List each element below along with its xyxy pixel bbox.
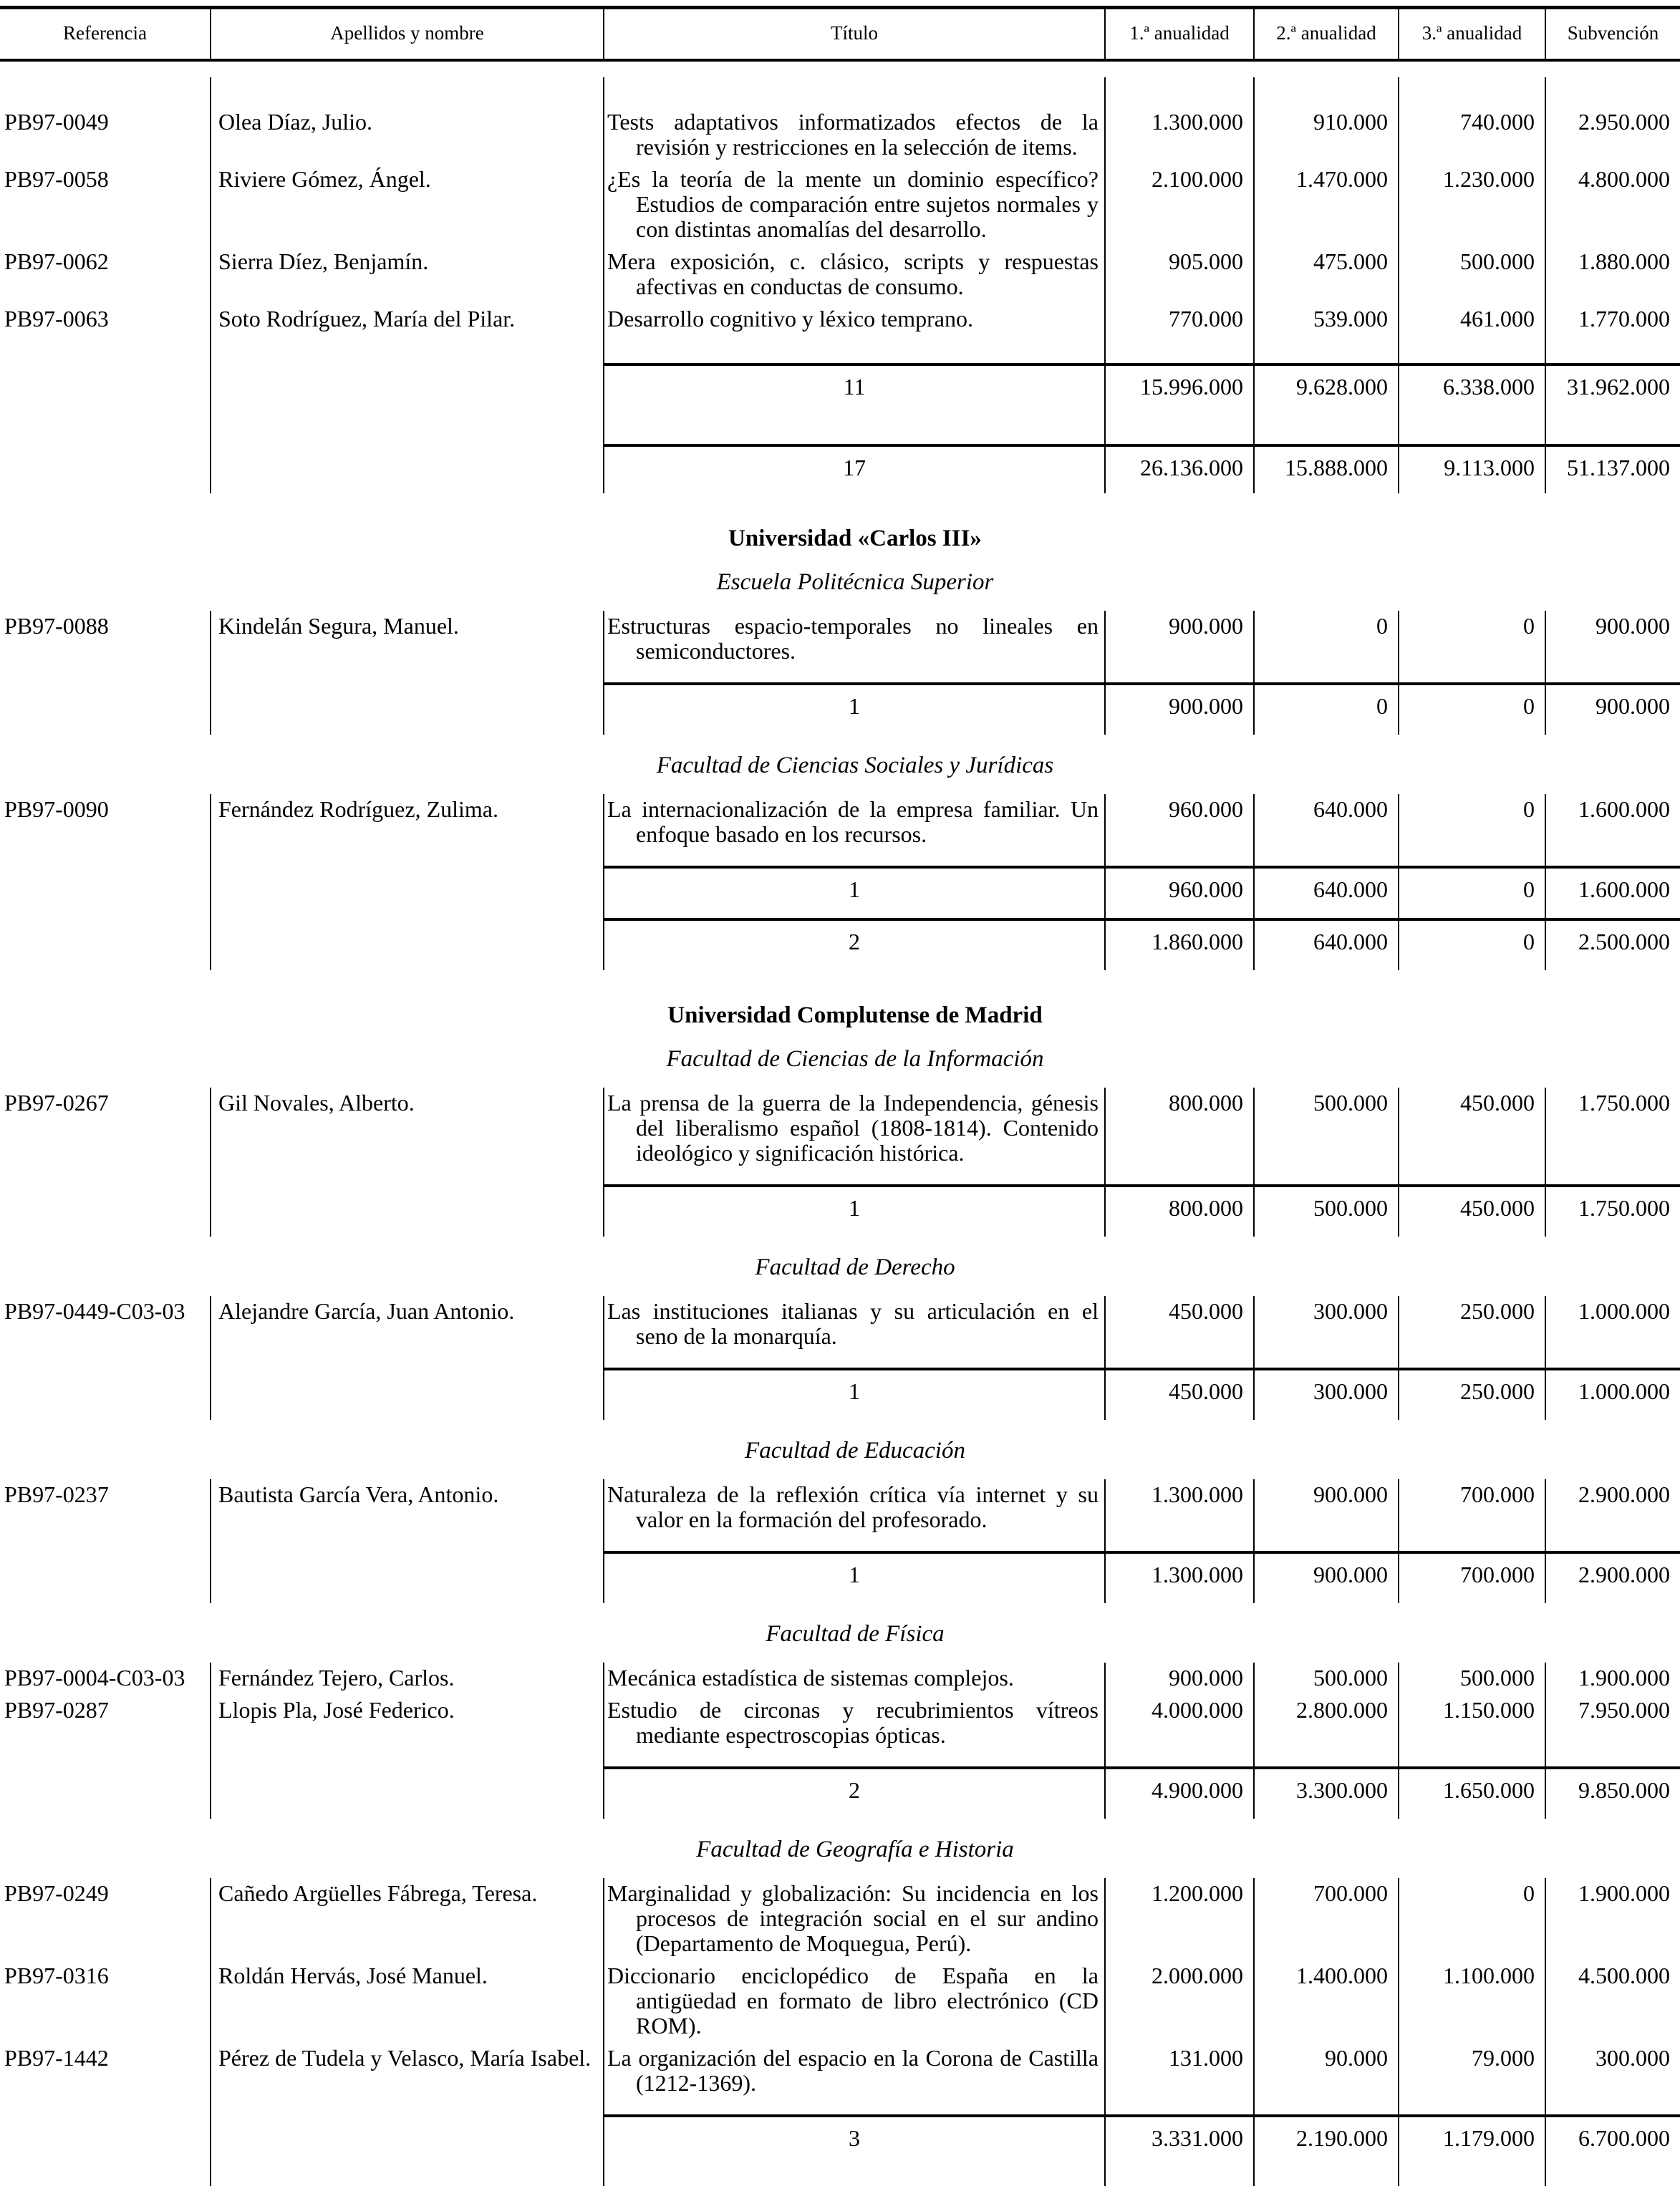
subtotal-cell-apellidos-empty (211, 444, 604, 493)
cell-referencia: PB97-1442 (0, 2046, 211, 2114)
subtotal-anualidad-1: 26.136.000 (1106, 444, 1255, 493)
section-heading: Facultad de Ciencias Sociales y Jurídicas (656, 753, 1054, 778)
cell-subvencion: 1.600.000 (1578, 796, 1670, 822)
cell-titulo: La organización del espacio en la Corona de Castilla (1212-1369). (604, 2046, 1106, 2114)
cell-titulo: Marginalidad y globalización: Su incidencia en los procesos de integración social en el sur andino (Departamento de Moquegua, Perú). (604, 1878, 1106, 1963)
subtotal-cell-referencia-empty (0, 363, 211, 444)
subtotal-anualidad-2: 300.000 (1255, 1368, 1399, 1420)
cell-anualidad-2: 2.800.000 (1255, 1698, 1399, 1766)
cell-subvencion: 1.770.000 (1578, 306, 1670, 332)
cell-apellidos-nombre: Fernández Rodríguez, Zulima. (211, 794, 604, 866)
cell-subvencion: 4.800.000 (1578, 166, 1670, 192)
subtotal-anualidad-1: 960.000 (1106, 866, 1255, 918)
cell-anualidad-3: 1.100.000 (1399, 1963, 1546, 2046)
subtotal-anualidad-2: 9.628.000 (1255, 363, 1399, 444)
cell-titulo: La prensa de la guerra de la Independencia, génesis del liberalismo español (1808-1814). Contenido ideológico y significación histórica. (604, 1088, 1106, 1184)
cell-titulo: Estudio de circonas y recubrimientos vítreos mediante espectroscopias ópticas. (604, 1698, 1106, 1766)
cell-anualidad-3: 500.000 (1399, 249, 1546, 306)
subtotal-project-count: 2 (604, 918, 1106, 970)
column-header-anualidad-2: 2.ª anualidad (1255, 9, 1399, 59)
subtotal-cell-apellidos-empty (211, 363, 604, 444)
cell-apellidos-nombre: Kindelán Segura, Manuel. (211, 611, 604, 682)
subtotal-subvencion: 1.000.000 (1546, 1368, 1680, 1420)
table-block (0, 1088, 1680, 1237)
subtotal-subvencion: 1.600.000 (1546, 866, 1680, 918)
cell-anualidad-1: 900.000 (1106, 1663, 1255, 1698)
cell-anualidad-2: 475.000 (1255, 249, 1399, 306)
cell-anualidad-1: 450.000 (1106, 1296, 1255, 1368)
cell-referencia: PB97-0049 (0, 77, 211, 167)
cell-titulo: Las instituciones italianas y su articulación en el seno de la monarquía. (604, 1296, 1106, 1368)
cell-titulo: Desarrollo cognitivo y léxico temprano. (604, 306, 1106, 363)
subtotal-subvencion: 1.750.000 (1546, 1184, 1680, 1237)
cell-anualidad-2: 640.000 (1255, 794, 1399, 866)
cell-anualidad-1: 4.000.000 (1106, 1698, 1255, 1766)
cell-anualidad-3: 79.000 (1399, 2046, 1546, 2114)
cell-referencia: PB97-0237 (0, 1479, 211, 1551)
section-heading: Facultad de Ciencias de la Información (666, 1046, 1044, 1072)
cell-anualidad-3: 0 (1399, 794, 1546, 866)
cell-anualidad-2: 500.000 (1255, 1088, 1399, 1184)
section-heading: Facultad de Educación (745, 1438, 965, 1464)
subtotal-anualidad-1: 15.996.000 (1106, 363, 1255, 444)
cell-apellidos-nombre: Roldán Hervás, José Manuel. (211, 1963, 604, 2046)
subtotal-anualidad-2: 500.000 (1255, 1184, 1399, 1237)
subtotal-cell-referencia-empty (0, 1551, 211, 1603)
cell-referencia: PB97-0287 (0, 1698, 211, 1766)
cell-titulo: ¿Es la teoría de la mente un dominio específico? Estudios de comparación entre sujetos normales y con distintas anomalías del desarrollo. (604, 167, 1106, 249)
subtotal-subvencion: 9.850.000 (1546, 1766, 1680, 1819)
cell-anualidad-3: 0 (1399, 1878, 1546, 1963)
subtotal-anualidad-2: 640.000 (1255, 866, 1399, 918)
subtotal-project-count: 1 (604, 682, 1106, 735)
subtotal-anualidad-1: 800.000 (1106, 1184, 1255, 1237)
subtotal-project-count: 1 (604, 1368, 1106, 1420)
table-header-row (0, 6, 1680, 62)
cell-anualidad-3: 450.000 (1399, 1088, 1546, 1184)
subtotal-cell-referencia-empty (0, 866, 211, 918)
cell-subvencion: 7.950.000 (1578, 1697, 1670, 1723)
subtotal-anualidad-1: 4.900.000 (1106, 1766, 1255, 1819)
subtotal-cell-referencia-empty (0, 918, 211, 970)
cell-subvencion: 2.900.000 (1578, 1481, 1670, 1507)
subtotal-anualidad-3: 6.338.000 (1399, 363, 1546, 444)
subtotal-cell-referencia-empty (0, 444, 211, 493)
cell-anualidad-2: 1.470.000 (1255, 167, 1399, 249)
cell-referencia: PB97-0063 (0, 306, 211, 363)
subtotal-subvencion: 900.000 (1546, 682, 1680, 735)
cell-apellidos-nombre: Olea Díaz, Julio. (211, 77, 604, 167)
cell-subvencion: 1.750.000 (1578, 1090, 1670, 1116)
subtotal-anualidad-3: 0 (1399, 682, 1546, 735)
subtotal-subvencion: 6.700.000 (1546, 2114, 1680, 2186)
column-header-titulo: Título (604, 9, 1106, 59)
subtotal-anualidad-1: 450.000 (1106, 1368, 1255, 1420)
cell-titulo: La internacionalización de la empresa familiar. Un enfoque basado en los recursos. (604, 794, 1106, 866)
subtotal-cell-apellidos-empty (211, 1766, 604, 1819)
subtotal-cell-apellidos-empty (211, 2114, 604, 2186)
cell-subvencion: 1.900.000 (1578, 1665, 1670, 1691)
subtotal-anualidad-3: 1.179.000 (1399, 2114, 1546, 2186)
column-header-referencia: Referencia (0, 9, 211, 59)
table-block (0, 611, 1680, 735)
section-heading: Escuela Politécnica Superior (716, 569, 994, 595)
cell-titulo: Diccionario enciclopédico de España en la antigüedad en formato de libro electrónico (CD ROM). (604, 1963, 1106, 2046)
subtotal-cell-apellidos-empty (211, 682, 604, 735)
cell-anualidad-2: 0 (1255, 611, 1399, 682)
cell-referencia: PB97-0316 (0, 1963, 211, 2046)
subtotal-subvencion: 31.962.000 (1546, 363, 1680, 444)
section-heading: Facultad de Geografía e Historia (696, 1837, 1014, 1862)
subtotal-anualidad-3: 0 (1399, 866, 1546, 918)
cell-titulo: Mecánica estadística de sistemas complejos. (604, 1663, 1106, 1698)
subtotal-anualidad-2: 900.000 (1255, 1551, 1399, 1603)
cell-anualidad-1: 131.000 (1106, 2046, 1255, 2114)
cell-subvencion: 1.900.000 (1578, 1880, 1670, 1906)
cell-anualidad-3: 461.000 (1399, 306, 1546, 363)
cell-anualidad-2: 539.000 (1255, 306, 1399, 363)
cell-anualidad-3: 700.000 (1399, 1479, 1546, 1551)
subtotal-cell-referencia-empty (0, 1368, 211, 1420)
cell-anualidad-3: 1.150.000 (1399, 1698, 1546, 1766)
table-block (0, 794, 1680, 970)
cell-anualidad-1: 800.000 (1106, 1088, 1255, 1184)
subtotal-anualidad-3: 0 (1399, 918, 1546, 970)
cell-subvencion: 1.000.000 (1578, 1298, 1670, 1324)
table-block (0, 1663, 1680, 1819)
cell-anualidad-3: 500.000 (1399, 1663, 1546, 1698)
cell-anualidad-1: 1.300.000 (1106, 77, 1255, 167)
cell-anualidad-1: 960.000 (1106, 794, 1255, 866)
column-header-apellidos: Apellidos y nombre (211, 9, 604, 59)
subtotal-project-count: 2 (604, 1766, 1106, 1819)
subtotal-cell-referencia-empty (0, 2114, 211, 2186)
subtotal-anualidad-3: 250.000 (1399, 1368, 1546, 1420)
cell-anualidad-1: 900.000 (1106, 611, 1255, 682)
cell-subvencion: 2.950.000 (1578, 109, 1670, 135)
cell-referencia: PB97-0449-C03-03 (0, 1296, 211, 1368)
subtotal-project-count: 3 (604, 2114, 1106, 2186)
section-heading: Facultad de Derecho (755, 1254, 955, 1280)
subtotal-project-count: 11 (604, 363, 1106, 444)
cell-titulo: Naturaleza de la reflexión crítica vía internet y su valor en la formación del profesorado. (604, 1479, 1106, 1551)
subtotal-project-count: 17 (604, 444, 1106, 493)
cell-titulo: Mera exposición, c. clásico, scripts y respuestas afectivas en conductas de consumo. (604, 249, 1106, 306)
cell-anualidad-2: 1.400.000 (1255, 1963, 1399, 2046)
subtotal-anualidad-1: 1.300.000 (1106, 1551, 1255, 1603)
subtotal-cell-apellidos-empty (211, 866, 604, 918)
cell-anualidad-3: 740.000 (1399, 77, 1546, 167)
subtotal-anualidad-3: 700.000 (1399, 1551, 1546, 1603)
cell-anualidad-1: 1.300.000 (1106, 1479, 1255, 1551)
cell-anualidad-1: 2.000.000 (1106, 1963, 1255, 2046)
subtotal-anualidad-3: 450.000 (1399, 1184, 1546, 1237)
subtotal-anualidad-2: 640.000 (1255, 918, 1399, 970)
cell-anualidad-2: 500.000 (1255, 1663, 1399, 1698)
subtotal-anualidad-2: 3.300.000 (1255, 1766, 1399, 1819)
subtotal-cell-apellidos-empty (211, 1184, 604, 1237)
cell-referencia: PB97-0058 (0, 167, 211, 249)
cell-referencia: PB97-0088 (0, 611, 211, 682)
cell-apellidos-nombre: Riviere Gómez, Ángel. (211, 167, 604, 249)
cell-apellidos-nombre: Llopis Pla, José Federico. (211, 1698, 604, 1766)
cell-subvencion: 1.880.000 (1578, 248, 1670, 274)
subtotal-anualidad-2: 0 (1255, 682, 1399, 735)
subtotal-cell-referencia-empty (0, 682, 211, 735)
cell-anualidad-1: 1.200.000 (1106, 1878, 1255, 1963)
cell-anualidad-2: 90.000 (1255, 2046, 1399, 2114)
cell-anualidad-2: 910.000 (1255, 77, 1399, 167)
cell-titulo: Tests adaptativos informatizados efectos de la revisión y restricciones en la selección de items. (604, 77, 1106, 167)
cell-anualidad-2: 900.000 (1255, 1479, 1399, 1551)
cell-titulo: Estructuras espacio-temporales no lineales en semiconductores. (604, 611, 1106, 682)
subtotal-anualidad-1: 900.000 (1106, 682, 1255, 735)
subtotal-anualidad-1: 3.331.000 (1106, 2114, 1255, 2186)
cell-anualidad-1: 2.100.000 (1106, 167, 1255, 249)
subtotal-cell-apellidos-empty (211, 1368, 604, 1420)
cell-anualidad-3: 1.230.000 (1399, 167, 1546, 249)
column-header-anualidad-3: 3.ª anualidad (1399, 9, 1546, 59)
subtotal-anualidad-2: 2.190.000 (1255, 2114, 1399, 2186)
section-heading: Facultad de Física (766, 1621, 945, 1647)
cell-anualidad-1: 770.000 (1106, 306, 1255, 363)
subtotal-anualidad-1: 1.860.000 (1106, 918, 1255, 970)
column-header-subvencion: Subvención (1567, 22, 1659, 44)
cell-apellidos-nombre: Fernández Tejero, Carlos. (211, 1663, 604, 1698)
cell-apellidos-nombre: Alejandre García, Juan Antonio. (211, 1296, 604, 1368)
cell-referencia: PB97-0267 (0, 1088, 211, 1184)
subtotal-cell-referencia-empty (0, 1766, 211, 1819)
section-heading: Universidad Complutense de Madrid (667, 1002, 1043, 1028)
cell-referencia: PB97-0249 (0, 1878, 211, 1963)
cell-anualidad-1: 905.000 (1106, 249, 1255, 306)
subtotal-project-count: 1 (604, 866, 1106, 918)
cell-apellidos-nombre: Sierra Díez, Benjamín. (211, 249, 604, 306)
subtotal-cell-apellidos-empty (211, 1551, 604, 1603)
cell-subvencion: 300.000 (1595, 2045, 1670, 2071)
cell-subvencion: 900.000 (1595, 613, 1670, 639)
cell-apellidos-nombre: Soto Rodríguez, María del Pilar. (211, 306, 604, 363)
table-block (0, 1479, 1680, 1603)
section-heading: Universidad «Carlos III» (728, 526, 982, 551)
cell-referencia: PB97-0090 (0, 794, 211, 866)
subtotal-anualidad-2: 15.888.000 (1255, 444, 1399, 493)
subtotal-subvencion: 51.137.000 (1546, 444, 1680, 493)
cell-apellidos-nombre: Gil Novales, Alberto. (211, 1088, 604, 1184)
cell-subvencion: 4.500.000 (1578, 1963, 1670, 1988)
subtotal-cell-referencia-empty (0, 1184, 211, 1237)
subtotal-anualidad-3: 1.650.000 (1399, 1766, 1546, 1819)
cell-referencia: PB97-0062 (0, 249, 211, 306)
subtotal-cell-apellidos-empty (211, 918, 604, 970)
cell-apellidos-nombre: Pérez de Tudela y Velasco, María Isabel. (211, 2046, 604, 2114)
cell-referencia: PB97-0004-C03-03 (0, 1663, 211, 1698)
table-block (0, 1296, 1680, 1420)
subtotal-project-count: 1 (604, 1551, 1106, 1603)
table-block (0, 77, 1680, 493)
column-header-anualidad-1: 1.ª anualidad (1106, 9, 1255, 59)
subtotal-subvencion: 2.500.000 (1546, 918, 1680, 970)
subtotal-subvencion: 2.900.000 (1546, 1551, 1680, 1603)
cell-apellidos-nombre: Bautista García Vera, Antonio. (211, 1479, 604, 1551)
cell-anualidad-2: 300.000 (1255, 1296, 1399, 1368)
subtotal-anualidad-3: 9.113.000 (1399, 444, 1546, 493)
table-block (0, 1878, 1680, 2186)
cell-apellidos-nombre: Cañedo Argüelles Fábrega, Teresa. (211, 1878, 604, 1963)
cell-anualidad-2: 700.000 (1255, 1878, 1399, 1963)
subtotal-project-count: 1 (604, 1184, 1106, 1237)
cell-anualidad-3: 250.000 (1399, 1296, 1546, 1368)
cell-anualidad-3: 0 (1399, 611, 1546, 682)
table-body (0, 77, 1680, 2186)
